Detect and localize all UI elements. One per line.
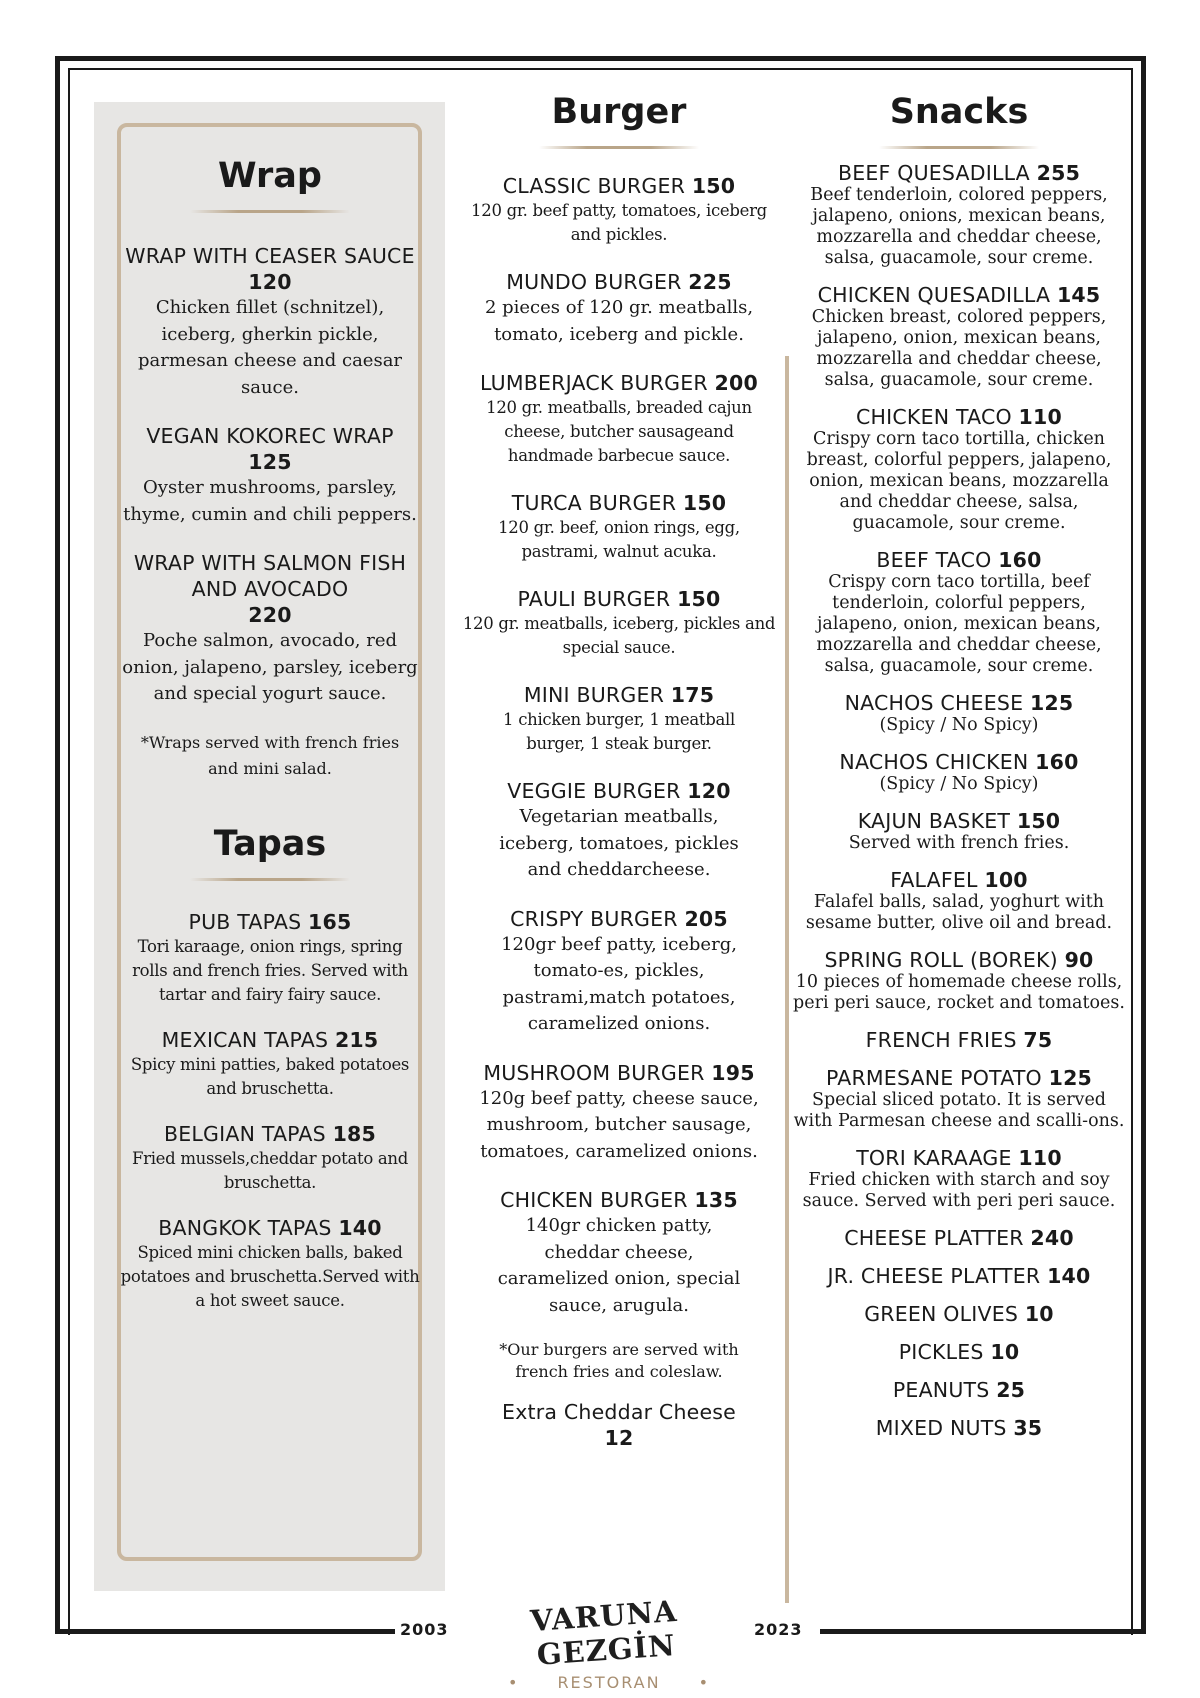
tapas-item-name: MEXICAN TAPAS [161,1027,329,1052]
snack-item [792,283,1126,391]
burger-item-price: 225 [688,270,732,294]
burger-item [452,1187,786,1319]
burger-item [452,269,786,348]
snacks-column [792,86,1126,1440]
snack-item-name: BEEF QUESADILLA [837,161,1030,185]
snack-item [792,948,1126,1014]
snack-item-price: 145 [1056,283,1101,307]
snack-item-name: PARMESANE POTATO [825,1066,1042,1090]
snack-item-name: GREEN OLIVES [864,1302,1019,1326]
burger-item-desc: 1 chicken burger, 1 meatball burger, 1 steak burger. [503,710,735,753]
burger-item [452,490,786,564]
snack-item-desc: Beef tenderloin, colored peppers, jalapeno, onions, mexican beans, mozzarella and cheddar cheese, salsa, guacamole, sour creme. [810,185,1108,268]
burger-item-name: CRISPY BURGER [510,906,678,931]
footer-year-end: 2023 [754,1620,803,1639]
snack-item-desc: Falafel balls, salad, yoghurt with sesame butter, olive oil and bread. [805,892,1113,933]
burger-item [452,173,786,247]
snack-item-price: 10 [990,1340,1020,1364]
burger-item-desc: 120 gr. beef, onion rings, egg, pastrami, walnut acuka. [498,518,740,561]
wrap-item-price: 120 [248,270,292,294]
burger-item [452,586,786,660]
burger-item-desc: 120 gr. meatballs, breaded cajun cheese, butcher sausageand handmade barbecue sauce. [486,398,752,465]
burger-item-price: 150 [682,491,727,515]
tapas-section-title: Tapas [213,823,327,864]
wrap-item-price: 125 [248,450,292,474]
snack-item [792,868,1126,934]
snack-item [792,1416,1126,1440]
snack-item [792,750,1126,795]
snack-item [792,1302,1126,1326]
snack-item [792,691,1126,736]
snack-item-desc: 10 pieces of homemade cheese rolls, peri peri sauce, rocket and tomatoes. [793,972,1125,1013]
tapas-item-desc: Spiced mini chicken balls, baked potatoes and bruschetta.Served with a hot sweet sauce. [120,1242,420,1310]
tapas-title-rule [190,878,350,881]
snack-item-desc: (Spicy / No Spicy) [879,774,1039,794]
snack-item-name: PICKLES [898,1340,984,1364]
snack-item-price: 125 [1029,691,1074,715]
burger-extra [452,1399,786,1451]
snacks-title-rule [879,146,1039,149]
snack-item-name: FALAFEL [890,868,978,892]
footer-year-start: 2003 [400,1620,449,1639]
tapas-item-desc: Tori karaage, onion rings, spring rolls and french fries. Served with tartar and fairy fairy sauce. [132,936,408,1004]
snack-item-name: MIXED NUTS [875,1416,1007,1440]
tapas-item-desc: Spicy mini patties, baked potatoes and bruschetta. [130,1054,410,1098]
snack-item-price: 110 [1018,405,1062,429]
wrap-title-rule [190,210,350,213]
snack-item-price: 140 [1047,1264,1091,1288]
snack-item-price: 90 [1064,948,1094,972]
tapas-item-desc: Fried mussels,cheddar potato and bruschetta. [131,1148,409,1192]
burger-item-desc: 120 gr. beef patty, tomatoes, iceberg and pickles. [471,201,767,244]
burger-item-name: CLASSIC BURGER [502,174,686,198]
snack-item-name: TORI KARAAGE [856,1146,1012,1170]
snack-item-name: CHICKEN QUESADILLA [817,283,1051,307]
burger-item [452,906,786,1038]
snack-item-price: 240 [1030,1226,1074,1250]
snack-item-price: 150 [1016,809,1061,833]
burger-item [452,1060,786,1166]
snack-item-price: 125 [1048,1066,1093,1090]
snack-item-desc: Fried chicken with starch and soy sauce. Served with peri peri sauce. [802,1170,1116,1211]
burger-item-desc: 120g beef patty, cheese sauce, mushroom, butcher sausage, tomatoes, caramelized onions. [479,1087,759,1162]
brand-name: VARUNA GEZGİN [529,1593,679,1672]
snack-item-price: 160 [1035,750,1079,774]
snack-item-name: FRENCH FRIES [865,1028,1017,1052]
snack-item-name: NACHOS CHICKEN [839,750,1029,774]
snack-item-price: 35 [1013,1416,1043,1440]
wrap-item-name: WRAP WITH SALMON FISH AND AVOCADO [133,551,407,601]
burger-item-price: 195 [711,1060,755,1085]
snack-item-desc: Served with french fries. [848,833,1070,853]
snack-item-desc: Crispy corn taco tortilla, beef tenderloin, colorful peppers, jalapeno, onion, mexican beans, mozzarella and cheddar cheese, salsa, guacamole, sour creme. [816,572,1102,676]
snack-item [792,1226,1126,1250]
snack-item-price: 160 [998,548,1042,572]
tapas-item [120,1215,420,1313]
burger-item-desc: 120gr beef patty, iceberg, tomato-es, pickles, pastrami,match potatoes, caramelized onions. [501,933,737,1034]
burger-item-price: 135 [694,1188,738,1212]
wrap-section-title: Wrap [218,156,322,196]
snack-item-price: 255 [1036,161,1081,185]
burger-extra-name: Extra Cheddar Cheese [502,1400,736,1424]
wrap-item-desc: Chicken fillet (schnitzel), iceberg, gherkin pickle, parmesan cheese and caesar sauce. [137,297,403,398]
wrap-item [120,243,420,401]
snack-item-price: 25 [996,1378,1026,1402]
burger-item-price: 120 [687,779,731,803]
tapas-item-name: BANGKOK TAPAS [158,1215,339,1240]
burger-item [452,370,786,468]
burger-item-desc: Vegetarian meatballs, iceberg, tomatoes, pickles and cheddarcheese. [499,806,739,880]
burger-item-price: 200 [714,371,758,395]
burger-item-price: 150 [691,174,736,198]
wrap-item-desc: Oyster mushrooms, parsley, thyme, cumin and chili peppers. [123,477,417,525]
tapas-item [120,909,420,1007]
burger-item-name: MINI BURGER [523,683,665,707]
snack-item [792,809,1126,854]
brand-subtitle [470,1673,740,1692]
tapas-item-name: PUB TAPAS [188,909,302,934]
snack-item-name: BEEF TACO [876,548,992,572]
brand-sub-text: RESTORAN [557,1673,661,1692]
snack-item [792,405,1126,534]
snack-item [792,548,1126,677]
snack-item-name: CHEESE PLATTER [844,1226,1024,1250]
burger-column [452,86,786,1451]
snack-item-name: NACHOS CHEESE [844,691,1024,715]
burger-item-desc: 140gr chicken patty, cheddar cheese, caramelized onion, special sauce, arugula. [497,1215,741,1316]
wrap-item-desc: Poche salmon, avocado, red onion, jalapeno, parsley, iceberg and special yogurt sauce. [122,630,418,704]
snack-item-price: 100 [984,868,1028,892]
burger-extra-price: 12 [604,1426,634,1450]
burger-item-desc: 2 pieces of 120 gr. meatballs, tomato, iceberg and pickle. [484,297,754,345]
tapas-item [120,1027,420,1101]
burger-item-name: TURCA BURGER [511,491,677,515]
wrap-tapas-column [120,150,420,1313]
burger-item-price: 175 [670,683,715,707]
snack-item-price: 110 [1018,1146,1062,1170]
snack-item-desc: (Spicy / No Spicy) [879,715,1039,735]
wrap-note: *Wraps served with french fries and mini salad. [140,732,400,778]
wrap-item-name: VEGAN KOKOREC WRAP [146,424,394,448]
snack-item-price: 75 [1023,1028,1053,1052]
burger-title-rule [539,146,699,149]
tapas-item [120,1121,420,1195]
wrap-item [120,423,420,528]
wrap-item-price: 220 [248,603,292,627]
burger-item-price: 150 [677,587,721,611]
snack-item [792,1066,1126,1132]
snack-item-name: PEANUTS [892,1378,990,1402]
snack-item-name: JR. CHEESE PLATTER [827,1264,1041,1288]
burger-section-title: Burger [551,92,687,132]
burger-item [452,682,786,756]
burger-item-name: PAULI BURGER [517,587,671,611]
wrap-item-name: WRAP WITH CEASER SAUCE [125,244,415,268]
snack-item-price: 10 [1024,1302,1054,1326]
snack-item [792,1264,1126,1288]
burger-item-name: MUNDO BURGER [506,270,682,294]
tapas-item-price: 215 [334,1027,379,1052]
burger-item-name: LUMBERJACK BURGER [480,371,708,395]
snack-item [792,161,1126,269]
tapas-item-price: 185 [332,1121,376,1146]
burger-note: *Our burgers are served with french fries and coleslaw. [499,1340,739,1381]
burger-item-name: CHICKEN BURGER [500,1188,688,1212]
tapas-item-price: 140 [338,1215,382,1240]
burger-item-desc: 120 gr. meatballs, iceberg, pickles and special sauce. [462,614,776,657]
snack-item [792,1028,1126,1052]
burger-item-price: 205 [684,906,728,931]
snack-item [792,1340,1126,1364]
wrap-item [120,550,420,708]
brand-dot-right: • [698,1673,711,1692]
burger-item [452,778,786,884]
burger-item-name: MUSHROOM BURGER [483,1060,705,1085]
snacks-section-title: Snacks [889,92,1029,132]
snack-item-name: SPRING ROLL (BOREK) [824,948,1058,972]
snack-item-name: KAJUN BASKET [857,809,1011,833]
snack-item [792,1146,1126,1212]
snack-item [792,1378,1126,1402]
brand-dot-left: • [508,1673,520,1692]
burger-item-name: VEGGIE BURGER [507,779,681,803]
brand-logo [470,1593,740,1692]
tapas-item-name: BELGIAN TAPAS [163,1121,326,1146]
snack-item-name: CHICKEN TACO [856,405,1012,429]
snack-item-desc: Crispy corn taco tortilla, chicken breast, colorful peppers, jalapeno, onion, mexican beans, mozzarella and cheddar cheese, salsa, guacamole, sour creme. [806,429,1112,533]
snack-item-desc: Special sliced potato. It is served with Parmesan cheese and scalli-ons. [793,1090,1125,1131]
snack-item-desc: Chicken breast, colored peppers, jalapeno, onion, mexican beans, mozzarella and cheddar cheese, salsa, guacamole, sour creme. [811,307,1107,390]
tapas-item-price: 165 [308,909,352,934]
